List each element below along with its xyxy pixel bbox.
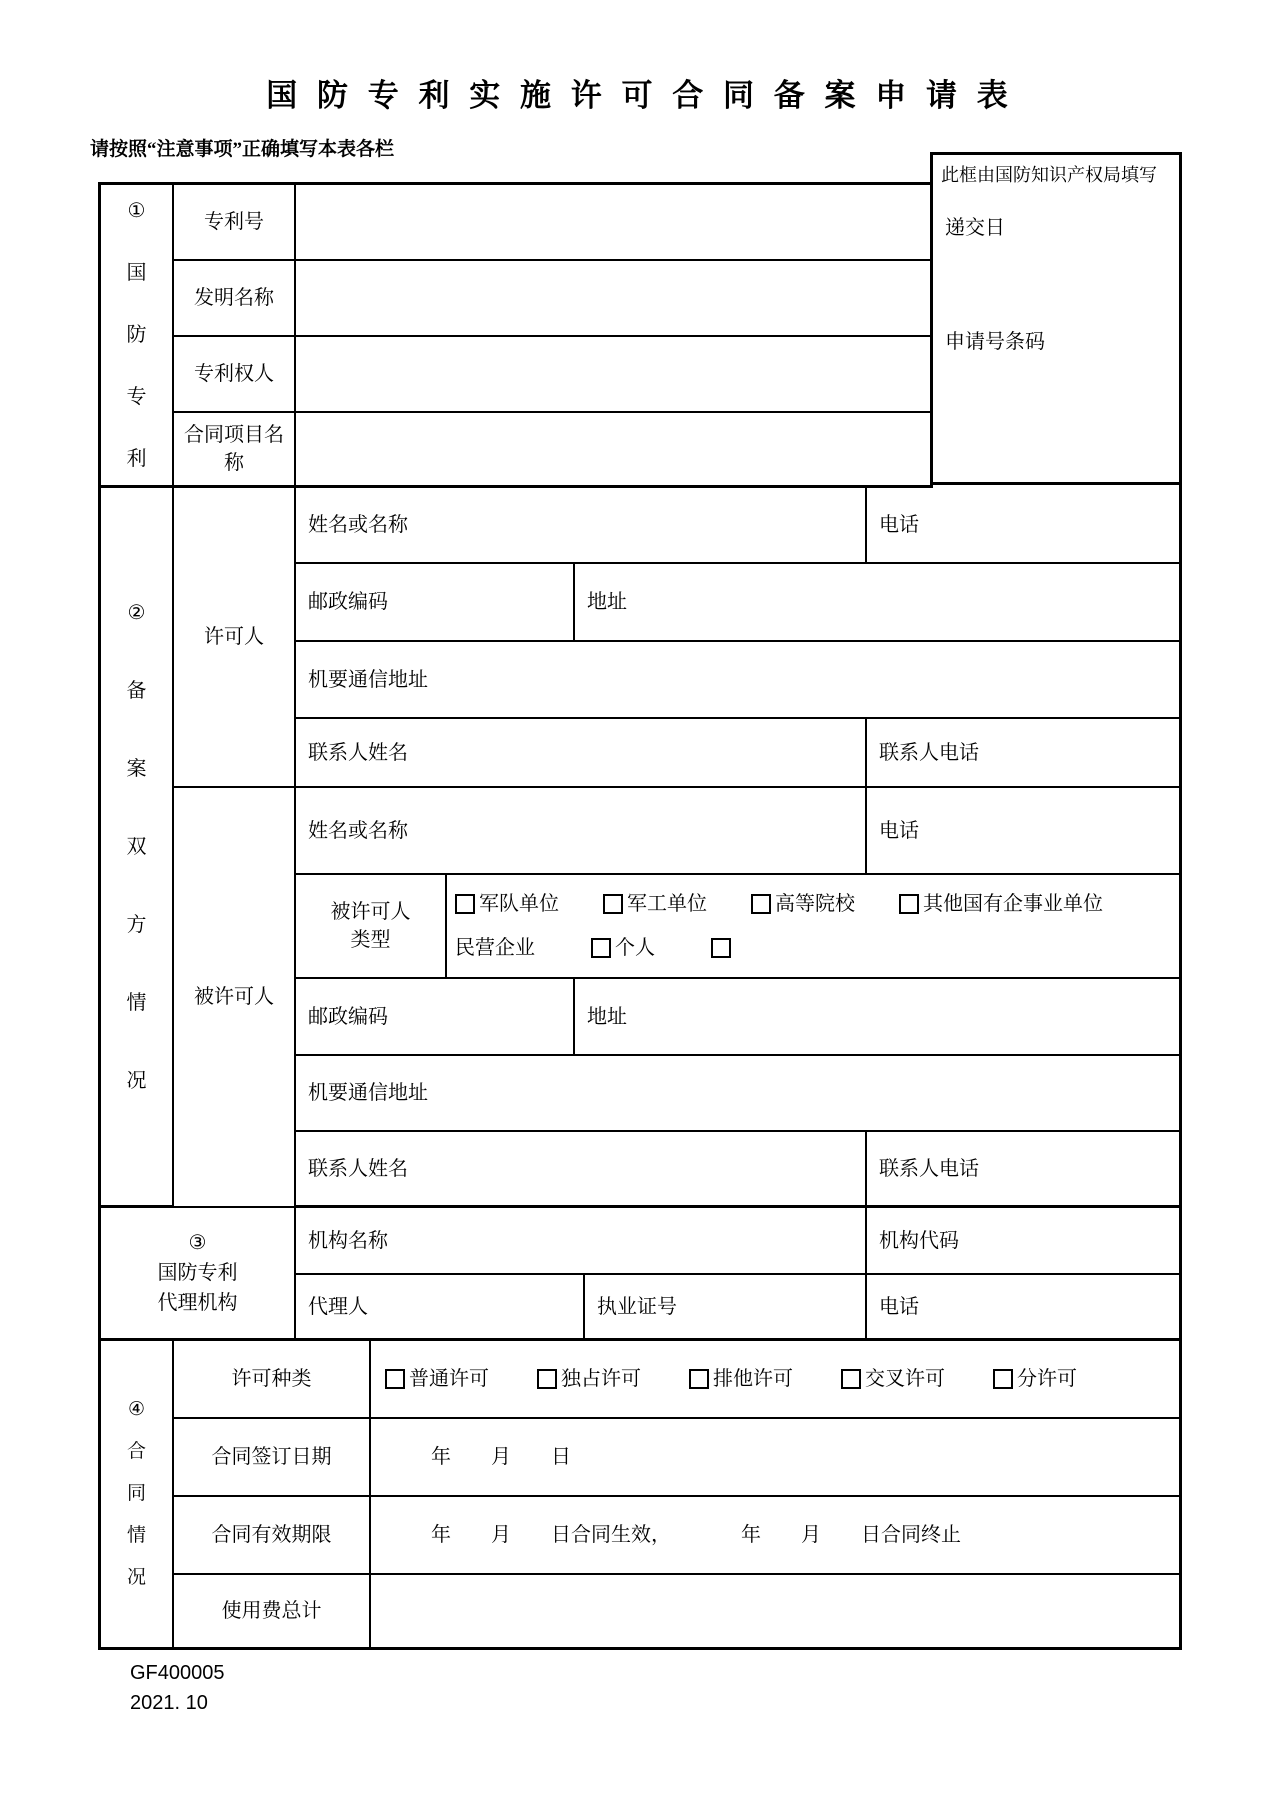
checkbox-icon[interactable] [455,894,475,914]
checkbox-exclusive-license[interactable]: 独占许可 [537,1365,641,1393]
checkbox-military-unit[interactable]: 军队单位 [455,890,559,918]
checkbox-icon[interactable] [591,938,611,958]
checkbox-icon[interactable] [751,894,771,914]
licensor-contact-phone-field[interactable]: 联系人电话 [867,719,1179,788]
checkbox-individual[interactable]: 个人 [591,934,655,962]
contract-sign-date-field[interactable]: 年 月 日 [371,1419,1179,1497]
official-use-box [930,152,1182,485]
licensee-phone-field[interactable]: 电话 [867,788,1179,875]
licensor-secure-mail-field[interactable]: 机要通信地址 [296,642,1179,719]
form-title: 国 防 专 利 实 施 许 可 合 同 备 案 申 请 表 [266,78,1014,113]
total-fee-label: 使用费总计 [174,1575,371,1647]
contract-validity-field[interactable]: 年 月 日合同生效， 年 月 日合同终止 [371,1497,1179,1575]
patentee-field[interactable] [296,337,933,413]
licensee-type-options-line2 [455,934,1179,962]
agent-license-number-field[interactable]: 执业证号 [585,1275,867,1341]
licensee-type-label: 被许可人 类型 [296,875,447,979]
patent-number-field[interactable] [296,185,933,261]
submit-date-label: 递交日 [945,217,1005,239]
checkbox-icon[interactable] [711,938,731,958]
section1-side-label: ① 国 防 专 利 [101,185,174,488]
form-code: GF400005 [130,1662,225,1684]
licensor-contact-name-field[interactable]: 联系人姓名 [296,719,867,788]
checkbox-icon[interactable] [993,1369,1013,1389]
licensor-zip-field[interactable]: 邮政编码 [296,564,575,642]
licensor-phone-field[interactable]: 电话 [867,488,1179,564]
contract-project-name-field[interactable] [296,413,933,488]
private-enterprise-label: 民营企业 [455,937,535,959]
application-barcode-label: 申请号条码 [945,331,1045,353]
licensee-contact-name-field[interactable]: 联系人姓名 [296,1132,867,1208]
checkbox-sub-license[interactable]: 分许可 [993,1365,1077,1393]
patentee-label: 专利权人 [174,337,296,413]
contract-validity-label: 合同有效期限 [174,1497,371,1575]
checkbox-icon[interactable] [603,894,623,914]
contract-sign-date-label: 合同签订日期 [174,1419,371,1497]
checkbox-blank-option[interactable] [711,938,735,958]
licensee-group-label: 被许可人 [174,788,296,1208]
agency-phone-field[interactable]: 电话 [867,1275,1179,1341]
checkbox-defense-industry-unit[interactable]: 军工单位 [603,890,707,918]
licensee-secure-mail-field[interactable]: 机要通信地址 [296,1056,1179,1132]
checkbox-cross-license[interactable]: 交叉许可 [841,1365,945,1393]
licensee-type-options-line1 [455,890,1179,918]
licensee-address-field[interactable]: 地址 [575,979,1179,1056]
checkbox-icon[interactable] [537,1369,557,1389]
licensor-name-field[interactable]: 姓名或名称 [296,488,867,564]
agency-code-field[interactable]: 机构代码 [867,1208,1179,1275]
contract-project-name-label: 合同项目名称 [174,413,296,488]
official-use-box-header: 此框由国防知识产权局填写 [941,165,1157,185]
fill-instruction-note: 请按照“注意事项”正确填写本表各栏 [90,139,395,160]
licensee-type-options [447,875,1179,979]
license-kind-label: 许可种类 [174,1341,371,1419]
checkbox-icon[interactable] [841,1369,861,1389]
section4-side-label: ④ 合 同 情 况 [101,1341,174,1647]
checkbox-university[interactable]: 高等院校 [751,890,855,918]
invention-name-field[interactable] [296,261,933,337]
section3-side-label: ③ 国防专利 代理机构 [101,1208,296,1341]
licensor-group-label: 许可人 [174,488,296,788]
licensee-name-field[interactable]: 姓名或名称 [296,788,867,875]
checkbox-icon[interactable] [899,894,919,914]
checkbox-icon[interactable] [689,1369,709,1389]
checkbox-ordinary-license[interactable]: 普通许可 [385,1365,489,1393]
license-kind-options [371,1341,1179,1419]
section2-side-label: ② 备 案 双 方 情 况 [101,488,174,1208]
invention-name-label: 发明名称 [174,261,296,337]
licensor-address-field[interactable]: 地址 [575,564,1179,642]
licensee-contact-phone-field[interactable]: 联系人电话 [867,1132,1179,1208]
total-fee-field[interactable] [371,1575,1179,1647]
agent-name-field[interactable]: 代理人 [296,1275,585,1341]
form-version-date: 2021. 10 [130,1692,208,1714]
patent-number-label: 专利号 [174,185,296,261]
licensee-zip-field[interactable]: 邮政编码 [296,979,575,1056]
checkbox-icon[interactable] [385,1369,405,1389]
agency-name-field[interactable]: 机构名称 [296,1208,867,1275]
checkbox-sole-license[interactable]: 排他许可 [689,1365,793,1393]
checkbox-other-state-owned-unit[interactable]: 其他国有企事业单位 [899,890,1103,918]
